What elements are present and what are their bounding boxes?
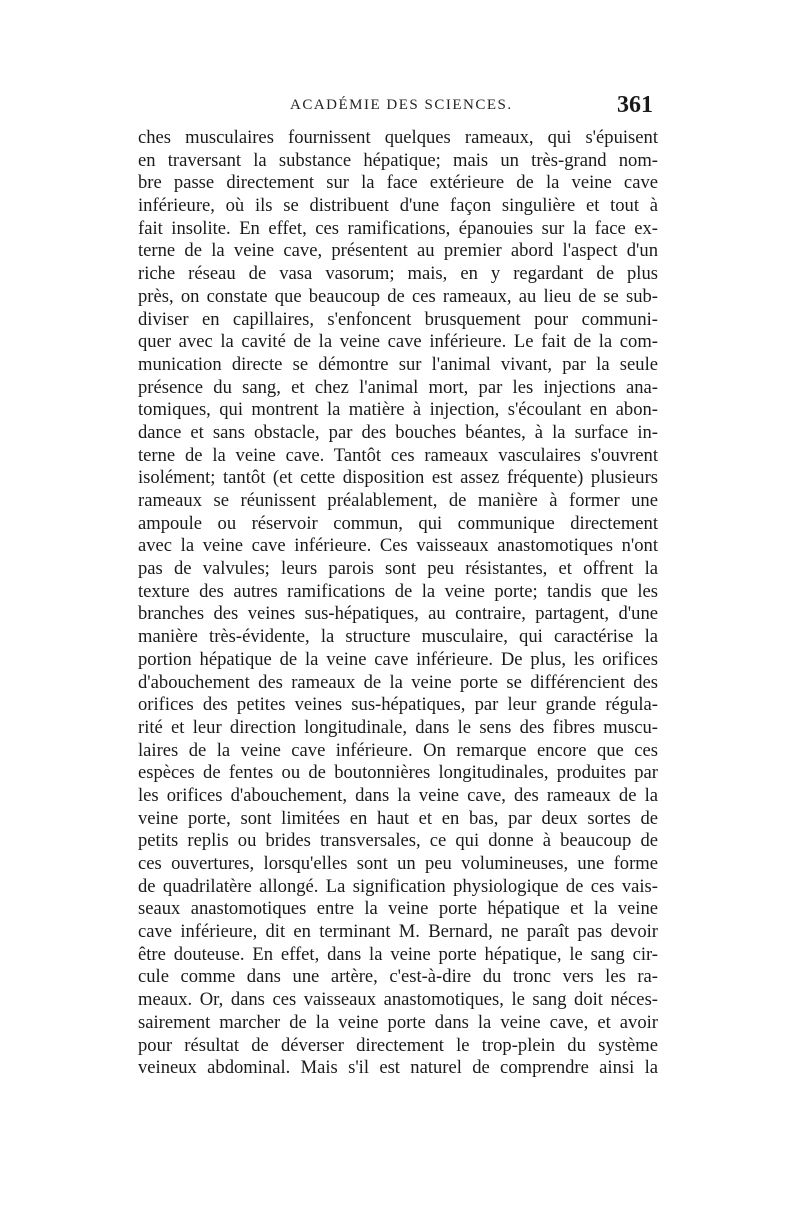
text-line: ampoule ou réservoir commun, qui communique directement [138,512,658,534]
text-line: petits replis ou brides transversales, ce qui donne à beaucoup de [138,830,658,852]
text-line: les orifices d'abouchement, dans la veine cave, des rameaux de la [138,784,658,806]
text-line: cule comme dans une artère, c'est-à-dire du tronc vers les ra- [138,966,658,988]
text-line: meaux. Or, dans ces vaisseaux anastomotiques, le sang doit néces- [138,989,658,1011]
text-line: terne de la veine cave, présentent au premier abord l'aspect d'un [138,240,658,262]
text-line: munication directe se démontre sur l'animal vivant, par la seule [138,353,658,375]
text-line: rameaux se réunissent préalablement, de manière à former une [138,490,658,511]
text-line: texture des autres ramifications de la veine porte; tandis que les [138,580,658,602]
text-line: près, on constate que beaucoup de ces rameaux, au lieu de se sub- [138,285,658,307]
text-line: terne de la veine cave. Tantôt ces rameaux vasculaires s'ouvrent [138,444,658,466]
text-line: être douteuse. En effet, dans la veine porte hépatique, le sang cir- [138,943,658,965]
text-line: ces ouvertures, lorsqu'elles sont un peu volumineuses, une forme [138,853,658,874]
body-text [138,127,658,1080]
text-line: seaux anastomotiques entre la veine porte hépatique et la veine [138,898,658,920]
text-line: fait insolite. En effet, ces ramifications, épanouies sur la face ex- [138,217,658,239]
text-line: sairement marcher de la veine porte dans la veine cave, et avoir [138,1011,658,1033]
text-line: ches musculaires fournissent quelques rameaux, qui s'épuisent [138,127,658,148]
text-line: avec la veine cave inférieure. Ces vaisseaux anastomotiques n'ont [138,535,658,557]
text-line: tomiques, qui montrent la matière à injection, s'écoulant en abon- [138,399,658,421]
text-line: bre passe directement sur la face extérieure de la veine cave [138,172,658,194]
text-line: inférieure, où ils se distribuent d'une façon singulière et tout à [138,195,658,217]
text-line: de quadrilatère allongé. La signification physiologique de ces vais- [138,875,658,897]
text-line: isolément; tantôt (et cette disposition est assez fréquente) plusieurs [138,467,658,489]
text-line: quer avec la cavité de la veine cave inférieure. Le fait de la com- [138,331,658,353]
text-line: diviser en capillaires, s'enfoncent brusquement pour communi- [138,308,658,330]
page-number: 361 [617,92,653,118]
text-line: manière très-évidente, la structure musculaire, qui caractérise la [138,626,658,648]
text-line: laires de la veine cave inférieure. On remarque encore que ces [138,739,658,761]
running-title: ACADÉMIE DES SCIENCES. [290,97,513,113]
text-line: en traversant la substance hépatique; mais un très-grand nom- [138,149,658,171]
text-line: pour résultat de déverser directement le trop-plein du système [138,1034,658,1056]
text-line: branches des veines sus-hépatiques, au contraire, partagent, d'une [138,603,658,625]
text-line: veine porte, sont limitées en haut et en bas, par deux sortes de [138,807,658,829]
text-line: espèces de fentes ou de boutonnières longitudinales, produites par [138,762,658,784]
text-line: orifices des petites veines sus-hépatiques, par leur grande régula- [138,694,658,716]
text-line: portion hépatique de la veine cave inférieure. De plus, les orifices [138,648,658,670]
text-line: rité et leur direction longitudinale, dans le sens des fibres muscu- [138,716,658,738]
text-line: veineux abdominal. Mais s'il est naturel de comprendre ainsi la [138,1057,658,1079]
text-line: pas de valvules; leurs parois sont peu résistantes, et offrent la [138,558,658,580]
text-line: riche réseau de vasa vasorum; mais, en y regardant de plus [138,263,658,285]
text-line: d'abouchement des rameaux de la veine porte se différencient des [138,671,658,693]
text-line: cave inférieure, dit en terminant M. Bernard, ne paraît pas devoir [138,921,658,943]
text-line: dance et sans obstacle, par des bouches béantes, à la surface in- [138,421,658,443]
text-line: présence du sang, et chez l'animal mort, par les injections ana- [138,376,658,398]
